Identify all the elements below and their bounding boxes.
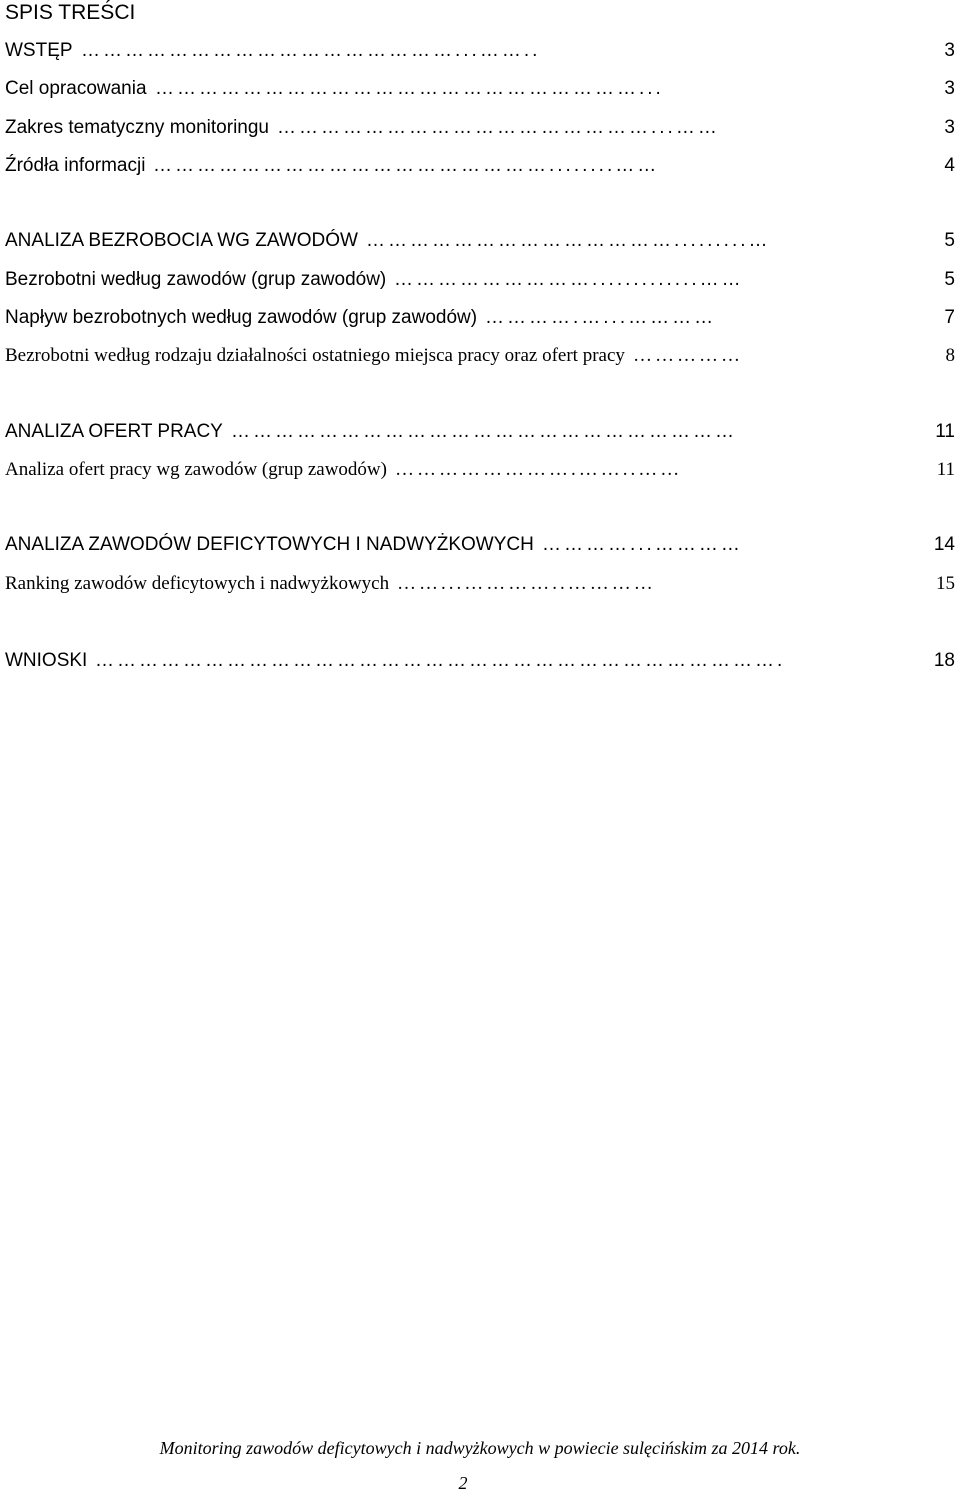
toc-entry[interactable] <box>5 115 955 141</box>
toc-entry-label: WSTĘP <box>5 40 73 61</box>
toc-entry-label: ANALIZA OFERT PRACY <box>5 421 223 442</box>
toc-entry-leader: ……………………………………………...…….. <box>81 40 541 61</box>
toc-entry-label: Zakres tematyczny monitoringu <box>5 117 269 138</box>
toc-entry-label: Napływ bezrobotnych według zawodów (grup zawodów) <box>5 307 478 328</box>
toc-entry-leader: …………………………………………………………... <box>155 78 664 99</box>
toc-entry[interactable] <box>5 228 955 254</box>
toc-entry[interactable] <box>5 419 955 445</box>
toc-entry-page: 3 <box>944 78 955 99</box>
toc-entry-leader: …………………………………….........… <box>366 230 771 251</box>
toc-entry[interactable] <box>5 267 955 293</box>
toc-entry-page: 11 <box>935 421 955 442</box>
toc-entry-leader: ……...…………..………… <box>397 573 656 594</box>
toc-entry-page: 18 <box>933 650 955 671</box>
toc-entry-page: 5 <box>944 269 955 290</box>
toc-entry-leader: ………………………………………………........…… <box>153 155 660 176</box>
toc-entry[interactable] <box>5 571 955 597</box>
toc-entry[interactable] <box>5 305 955 331</box>
toc-entry[interactable] <box>5 532 955 558</box>
toc-entry-page: 3 <box>944 40 955 61</box>
toc-entry-leader: …………...………… <box>542 534 743 555</box>
toc-entry-leader: …………… <box>633 345 743 366</box>
toc-entry-label: Bezrobotni według rodzaju działalności ostatniego miejsca pracy oraz ofert pracy <box>5 345 625 366</box>
toc-entry[interactable] <box>5 648 955 674</box>
toc-entry-label: ANALIZA ZAWODÓW DEFICYTOWYCH I NADWYŻKOWYCH <box>5 534 534 555</box>
toc-entry-leader: ……………………….............…… <box>394 269 744 290</box>
toc-entry-page: 7 <box>944 307 955 328</box>
toc-entry-page: 4 <box>944 155 955 176</box>
toc-entry-leader: …………………….……..…… <box>395 459 683 480</box>
toc-entry-label: Cel opracowania <box>5 78 147 99</box>
toc-entry-page: 15 <box>936 573 955 594</box>
toc-entry[interactable] <box>5 457 955 483</box>
toc-entry-label: Bezrobotni według zawodów (grup zawodów) <box>5 269 387 290</box>
toc-entry[interactable] <box>5 38 955 64</box>
toc-entry-label: Ranking zawodów deficytowych i nadwyżkowych <box>5 573 390 594</box>
toc-title: SPIS TREŚCI <box>5 1 136 24</box>
toc-entry[interactable] <box>5 343 955 369</box>
toc-entry-label: Analiza ofert pracy wg zawodów (grup zawodów) <box>5 459 387 480</box>
toc-entry[interactable] <box>5 153 955 179</box>
toc-entry-leader: …………………………………………………………………………………. <box>95 650 786 671</box>
toc-entry-page: 5 <box>944 230 955 251</box>
toc-entry-page: 3 <box>944 117 955 138</box>
toc-entry-leader: ……………………………………………...…… <box>277 117 720 138</box>
toc-entry[interactable] <box>5 76 955 102</box>
toc-entry-leader: …………………………………………………………… <box>231 421 737 442</box>
toc-entry-label: Źródła informacji <box>5 155 146 176</box>
toc-entry-leader: ………….…...………… <box>485 307 717 328</box>
toc-entry-page: 11 <box>936 459 955 480</box>
page-number: 2 <box>458 1473 468 1493</box>
footer-text: Monitoring zawodów deficytowych i nadwyżkowych w powiecie sulęcińskim za 2014 rok. <box>159 1438 801 1458</box>
toc-entry-page: 8 <box>945 345 955 366</box>
toc-entry-page: 14 <box>933 534 955 555</box>
toc-entry-label: ANALIZA BEZROBOCIA WG ZAWODÓW <box>5 230 358 251</box>
toc-entry-label: WNIOSKI <box>5 650 88 671</box>
